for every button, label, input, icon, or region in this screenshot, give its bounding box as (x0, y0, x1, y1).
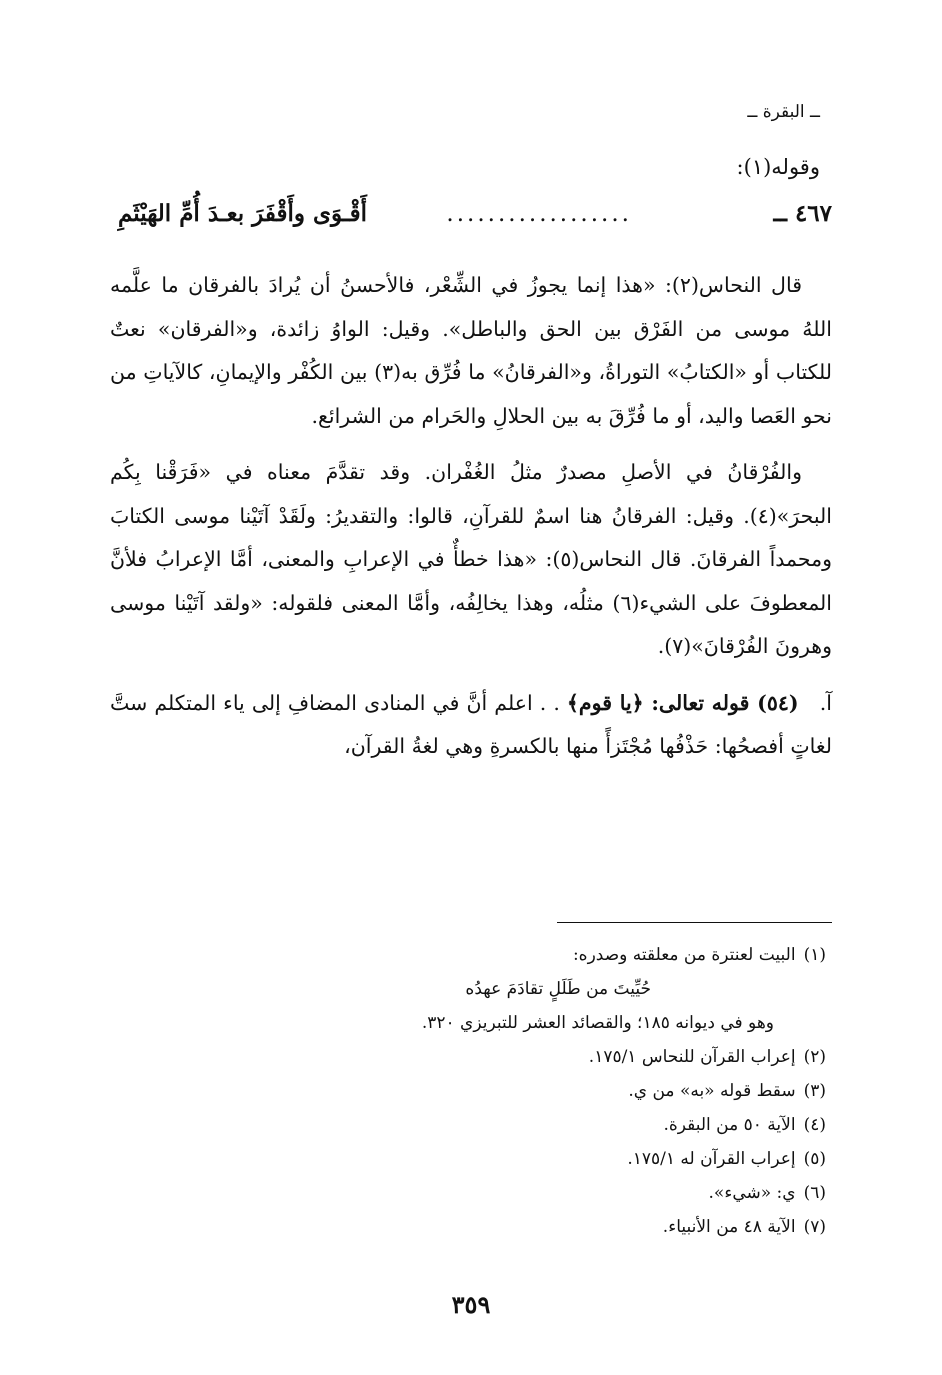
footnote-text: وهو في ديوانه ١٨٥؛ والقصائد العشر للتبريزي ٣٢٠. (421, 1013, 774, 1033)
footnote-text: الآية ٤٨ من الأنبياء. (662, 1217, 796, 1237)
footnote-text: إعراب القرآن له ١٧٥/١. (627, 1149, 796, 1169)
footnote-7 (110, 1210, 826, 1244)
footnote-number: (٢) (803, 1047, 826, 1067)
section-lead: آ. (819, 690, 832, 715)
footnote-1 (110, 938, 826, 972)
footnote-number: (٣) (803, 1081, 826, 1101)
footnote-number: (٧) (803, 1217, 826, 1237)
footnote-4 (110, 1108, 826, 1142)
poetry-verse (118, 196, 832, 236)
footnote-text: سقط قوله «به» من ي. (628, 1081, 796, 1101)
footnote-1-continued (110, 1006, 826, 1040)
section-paragraph (110, 682, 832, 769)
footnote-5 (110, 1142, 826, 1176)
verse-text: أَقْـوَى وأَقْفَرَ بعـدَ أُمِّ الهَيْثَمِ (118, 200, 367, 227)
footnote-3 (110, 1074, 826, 1108)
section-heading: (٥٤) قوله تعالى: ﴿يا قوم﴾ (566, 690, 799, 715)
paragraph: والفُرْقانُ في الأصلِ مصدرٌ مثلُ الغُفْران. وقد تقدَّمَ معناه في «فَرَقْنا بِكُم البحرَ»(٤). وقيل: الفرقانُ هنا اسمٌ للقرآنِ، قالوا: والتقديرُ: ولَقَدْ آتَيْنا موسى الكتابَ ومحمداً الفرقانَ. قال النحاس(٥): «هذا خطأٌ في الإعرابِ والمعنى، أمَّا الإعرابُ فلأنَّ المعطوفَ على الشيء(٦) مثلُه، وهذا يخالِفُه، وأمَّا المعنى فلقوله: «ولقد آتَيْنا موسى وهرونَ الفُرْقانَ»(٧). (110, 460, 833, 658)
footnote-number: (١) (803, 945, 826, 965)
footnote-divider (557, 922, 832, 923)
body-text (110, 264, 832, 782)
footnote-number: (٥) (803, 1149, 826, 1169)
footnote-2 (110, 1040, 826, 1074)
footnote-number: (٦) (803, 1183, 826, 1203)
footnote-text: إعراب القرآن للنحاس ١٧٥/١. (588, 1047, 796, 1067)
footnote-number: (٤) (803, 1115, 826, 1135)
paragraph: قال النحاس(٢): «هذا إنما يجوزُ في الشِّعْر، فالأحسنُ أن يُرادَ بالفرقان ما علَّمه اللهُ موسى من الفَرْق بين الحق والباطل». وقيل: الواوُ زائدة، و«الفرقان» نعتٌ للكتاب أو «الكتابُ» التوراةُ، و«الفرقانُ» ما فُرِّق به(٣) بين الكُفْر والإيمانِ، كالآياتِ من نحو العَصا واليد، أو ما فُرِّقَ به بين الحلالِ والحَرام من الشرائع. (110, 273, 832, 428)
footnotes (110, 938, 826, 1244)
footnote-text: الآية ٥٠ من البقرة. (663, 1115, 796, 1135)
footnote-text: حُيِّيتَ من طَلَلٍ تقادَمَ عهدُه (465, 979, 651, 999)
running-header: ــ البقرة ــ (747, 102, 820, 122)
section-text: . . اعلم أنَّ في المنادى المضافِ إلى ياء المتكلم ستَّ لغاتٍ أفصحُها: حَذْفُها مُجْتَزأً منها بالكسرةِ وهي لغةُ القرآن، (110, 690, 832, 758)
verse-number: ٤٦٧ ــ (773, 200, 832, 227)
footnote-6 (110, 1176, 826, 1210)
verse-intro: وقوله(١): (736, 155, 820, 179)
footnote-1-verse (110, 972, 826, 1006)
page-number: ٣٥٩ (451, 1290, 491, 1319)
verse-dots: .................. (446, 201, 632, 227)
footnote-text: ي: «شيء». (708, 1183, 796, 1203)
footnote-text: البيت لعنترة من معلقته وصدره: (572, 945, 796, 965)
